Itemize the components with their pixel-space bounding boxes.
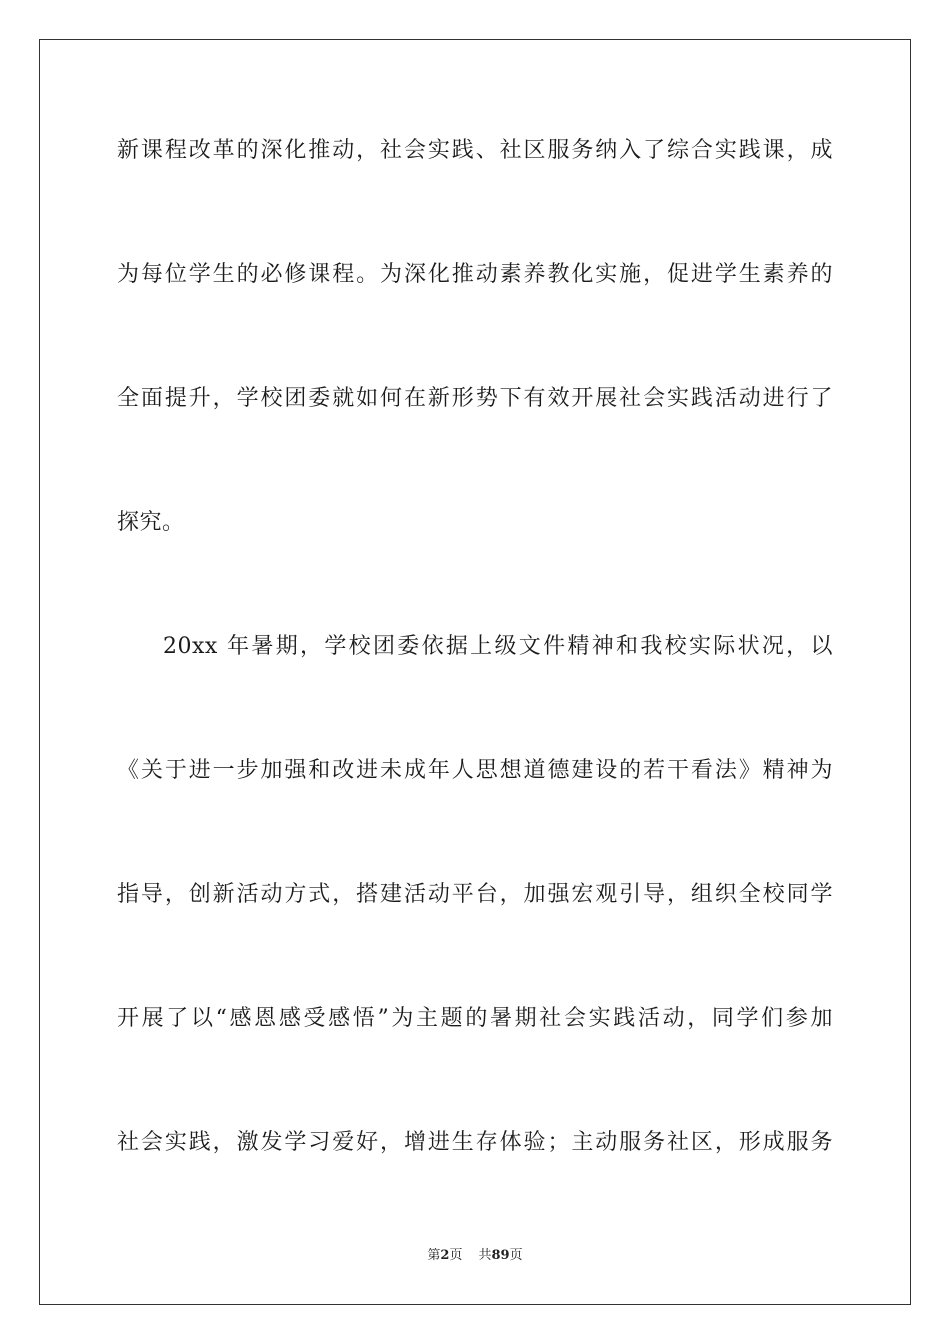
paragraph-line: 为每位学生的必修课程。为深化推动素养教化实施，促进学生素养的 (117, 262, 833, 287)
total-prefix: 共 (478, 1248, 492, 1263)
paragraph-line: 社会实践，激发学习爱好，增进生存体验；主动服务社区，形成服务 (117, 1130, 833, 1155)
page-border (39, 39, 911, 1305)
paragraph-line: 新课程改革的深化推动，社会实践、社区服务纳入了综合实践课，成 (117, 138, 833, 163)
total-pages: 89 (491, 1248, 510, 1263)
paragraph-line: 20xx 年暑期，学校团委依据上级文件精神和我校实际状况，以 (163, 634, 833, 659)
page-suffix: 页 (449, 1248, 463, 1263)
total-suffix: 页 (509, 1248, 523, 1263)
paragraph-line: 开展了以“感恩感受感悟”为主题的暑期社会实践活动，同学们参加 (117, 1006, 833, 1031)
page-prefix: 第 (427, 1248, 441, 1263)
page-footer (0, 1247, 950, 1265)
paragraph-line: 指导，创新活动方式，搭建活动平台，加强宏观引导，组织全校同学 (117, 882, 833, 907)
page-number: 2 (440, 1248, 450, 1263)
paragraph-line: 《关于进一步加强和改进未成年人思想道德建设的若干看法》精神为 (117, 758, 833, 783)
paragraph-line: 全面提升，学校团委就如何在新形势下有效开展社会实践活动进行了 (117, 386, 833, 411)
paragraph-line: 探究。 (117, 510, 185, 535)
